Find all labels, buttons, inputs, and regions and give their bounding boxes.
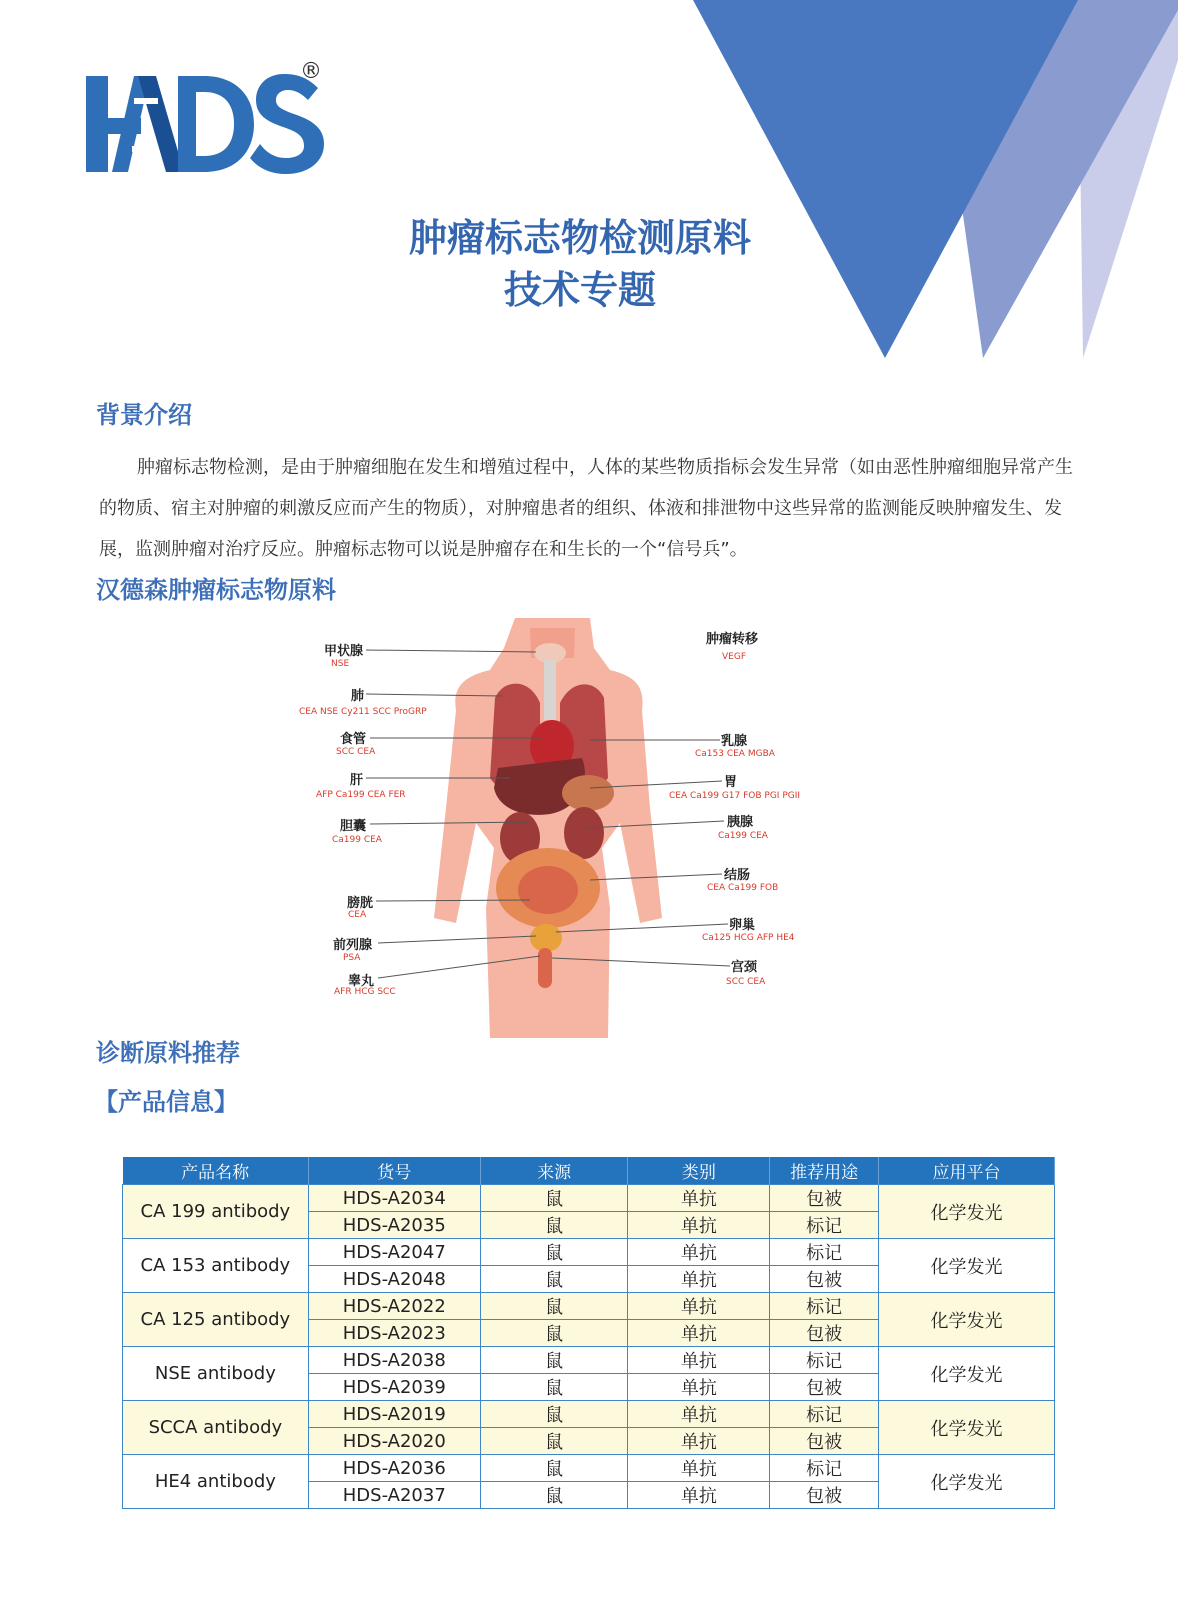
- product-type: 单抗: [628, 1401, 770, 1428]
- product-type: 单抗: [628, 1266, 770, 1293]
- product-use: 标记: [770, 1455, 879, 1482]
- organ-markers: SCC CEA: [336, 747, 376, 757]
- product-source: 鼠: [480, 1320, 628, 1347]
- product-platform: 化学发光: [879, 1347, 1055, 1401]
- product-platform: 化学发光: [879, 1293, 1055, 1347]
- product-code: HDS-A2022: [308, 1293, 480, 1320]
- background-heading: 背景介绍: [96, 401, 192, 429]
- product-source: 鼠: [480, 1428, 628, 1455]
- product-use: 标记: [770, 1239, 879, 1266]
- product-type: 单抗: [628, 1428, 770, 1455]
- product-code: HDS-A2047: [308, 1239, 480, 1266]
- organ-label: 膀胱: [347, 896, 374, 911]
- organ-label: 乳腺: [721, 734, 748, 749]
- table-row: [123, 1239, 1055, 1266]
- product-source: 鼠: [480, 1347, 628, 1374]
- organ-markers: SCC CEA: [726, 977, 766, 987]
- product-source: 鼠: [480, 1239, 628, 1266]
- product-use: 包被: [770, 1428, 879, 1455]
- organ-label: 肺: [351, 689, 365, 704]
- header-cell: 货号: [308, 1157, 480, 1185]
- product-type: 单抗: [628, 1347, 770, 1374]
- organ-markers: NSE: [331, 659, 350, 669]
- product-use: 包被: [770, 1320, 879, 1347]
- organ-markers: PSA: [343, 953, 361, 963]
- product-source: 鼠: [480, 1482, 628, 1509]
- product-use: 标记: [770, 1401, 879, 1428]
- organ-label: 宫颈: [731, 960, 758, 975]
- organ-markers: CEA: [348, 910, 367, 920]
- organ-label: 卵巢: [729, 918, 756, 933]
- title-line-2: 技术专题: [503, 268, 656, 312]
- product-source: 鼠: [480, 1455, 628, 1482]
- product-use: 标记: [770, 1212, 879, 1239]
- product-use: 包被: [770, 1374, 879, 1401]
- title-line-1: 肿瘤标志物检测原料: [408, 216, 751, 260]
- product-name: CA 125 antibody: [123, 1293, 309, 1347]
- background-text: 肿瘤标志物检测，是由于肿瘤细胞在发生和增殖过程中，人体的某些物质指标会发生异常（如由恶性肿瘤细胞异常产生的物质、宿主对肿瘤的刺激反应而产生的物质），对肿瘤患者的组织、体液和排泄物中这些异常的监测能反映肿瘤发生、发展，监测肿瘤对治疗反应。肿瘤标志物可以说是肿瘤存在和生长的一个“信号兵”。: [99, 457, 1073, 560]
- organ-markers: VEGF: [722, 652, 746, 662]
- product-use: 标记: [770, 1293, 879, 1320]
- product-source: 鼠: [480, 1266, 628, 1293]
- table-row: [123, 1293, 1055, 1320]
- product-code: HDS-A2034: [308, 1185, 480, 1212]
- product-use: 包被: [770, 1185, 879, 1212]
- product-name: NSE antibody: [123, 1347, 309, 1401]
- product-name: CA 199 antibody: [123, 1185, 309, 1239]
- anatomy-figure: [290, 618, 830, 1038]
- leader-lines: [290, 618, 830, 1038]
- organ-markers: CEA Ca199 FOB: [707, 883, 779, 893]
- organ-markers: AFR HCG SCC: [334, 987, 396, 997]
- organ-label: 食管: [340, 732, 367, 747]
- organ-label: 甲状腺: [324, 644, 364, 659]
- table-row: [123, 1401, 1055, 1428]
- product-source: 鼠: [480, 1212, 628, 1239]
- organ-label: 前列腺: [333, 938, 373, 953]
- product-name: SCCA antibody: [123, 1401, 309, 1455]
- product-code: HDS-A2020: [308, 1428, 480, 1455]
- registered-mark: ®: [300, 59, 322, 84]
- organ-label: 胃: [724, 775, 738, 790]
- organ-label: 肝: [350, 773, 364, 788]
- hds-logo: [86, 58, 336, 178]
- product-code: HDS-A2036: [308, 1455, 480, 1482]
- header-cell: 推荐用途: [770, 1157, 879, 1185]
- organ-label: 胰腺: [727, 815, 754, 830]
- product-type: 单抗: [628, 1212, 770, 1239]
- product-code: HDS-A2039: [308, 1374, 480, 1401]
- product-info-heading: 【产品信息】: [94, 1088, 238, 1116]
- organ-markers: CEA NSE Cy211 SCC ProGRP: [299, 707, 427, 717]
- product-code: HDS-A2037: [308, 1482, 480, 1509]
- product-type: 单抗: [628, 1320, 770, 1347]
- materials-heading: 汉德森肿瘤标志物原料: [96, 576, 336, 604]
- product-name: CA 153 antibody: [123, 1239, 309, 1293]
- product-type: 单抗: [628, 1455, 770, 1482]
- product-source: 鼠: [480, 1293, 628, 1320]
- product-type: 单抗: [628, 1293, 770, 1320]
- organ-label: 胆囊: [340, 819, 367, 834]
- background-paragraph: [99, 447, 1084, 570]
- product-code: HDS-A2048: [308, 1266, 480, 1293]
- organ-label: 睾丸: [348, 974, 375, 989]
- product-source: 鼠: [480, 1185, 628, 1212]
- header-cell: 产品名称: [123, 1157, 309, 1185]
- product-code: HDS-A2035: [308, 1212, 480, 1239]
- organ-markers: Ca199 CEA: [718, 831, 768, 841]
- product-code: HDS-A2019: [308, 1401, 480, 1428]
- organ-markers: CEA Ca199 G17 FOB PGI PGII: [669, 791, 801, 801]
- organ-markers: Ca153 CEA MGBA: [695, 749, 775, 759]
- product-platform: 化学发光: [879, 1185, 1055, 1239]
- page-title: [300, 212, 860, 316]
- product-code: HDS-A2038: [308, 1347, 480, 1374]
- product-source: 鼠: [480, 1374, 628, 1401]
- product-use: 标记: [770, 1347, 879, 1374]
- organ-markers: Ca199 CEA: [332, 835, 382, 845]
- header-cell: 类别: [628, 1157, 770, 1185]
- product-platform: 化学发光: [879, 1455, 1055, 1509]
- table-header-row: [123, 1157, 1055, 1185]
- product-use: 包被: [770, 1266, 879, 1293]
- recommend-heading: 诊断原料推荐: [96, 1039, 240, 1067]
- header-cell: 应用平台: [879, 1157, 1055, 1185]
- organ-label: 肿瘤转移: [706, 632, 759, 647]
- product-name: HE4 antibody: [123, 1455, 309, 1509]
- product-table: [122, 1157, 1055, 1509]
- product-code: HDS-A2023: [308, 1320, 480, 1347]
- product-platform: 化学发光: [879, 1239, 1055, 1293]
- header-cell: 来源: [480, 1157, 628, 1185]
- product-type: 单抗: [628, 1239, 770, 1266]
- table-row: [123, 1347, 1055, 1374]
- organ-markers: Ca125 HCG AFP HE4: [702, 933, 795, 943]
- product-source: 鼠: [480, 1401, 628, 1428]
- product-platform: 化学发光: [879, 1401, 1055, 1455]
- product-type: 单抗: [628, 1185, 770, 1212]
- table-row: [123, 1185, 1055, 1212]
- product-type: 单抗: [628, 1482, 770, 1509]
- product-type: 单抗: [628, 1374, 770, 1401]
- product-use: 包被: [770, 1482, 879, 1509]
- table-row: [123, 1455, 1055, 1482]
- organ-label: 结肠: [724, 868, 751, 883]
- organ-markers: AFP Ca199 CEA FER: [316, 790, 406, 800]
